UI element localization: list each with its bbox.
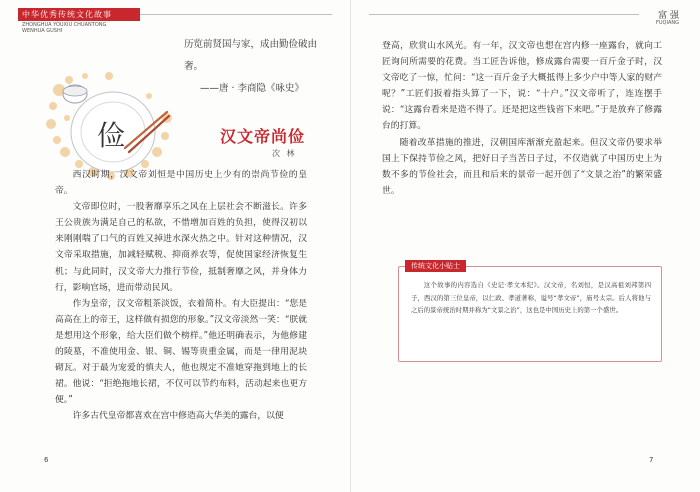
- epigraph-source: ——唐 · 李商隐《咏史》: [199, 83, 304, 94]
- knowledge-tip-tag: 传统文化小贴士: [405, 260, 466, 272]
- article-title: 汉文帝尚俭: [220, 127, 306, 146]
- epigraph-text: 历览前贤国与家，成由勤俭破由奢。: [184, 39, 318, 72]
- plate-character: 俭: [97, 119, 126, 152]
- paragraph: 西汉时期，汉文帝刘恒是中国历史上少有的崇尚节俭的皇帝。: [55, 170, 307, 197]
- article-author: 次 林: [272, 149, 297, 158]
- knowledge-tip-text: 这个故事的内容选自《史记·孝文本纪》。汉文帝，名刘恒，是汉高祖刘邦第四子，西汉的第三位皇帝，以仁政、孝道著称，谥号“孝文帝”，庙号太宗。后人将他与之后的景帝统治时期并称为“文景之治”，这也是中国历史上的第一个盛世。: [411, 281, 651, 314]
- page-number-left: 6: [44, 456, 49, 464]
- header-rule: [140, 14, 332, 15]
- series-pinyin: [22, 22, 106, 34]
- right-body-text: [382, 38, 662, 199]
- paragraph: 随着改革措施的推进，汉朝国库渐渐充盈起来。但汉文帝仍要求举国上下保持节俭之风，把好日子当苦日子过，不仅造就了中国历史上为数不多的节俭社会，而且和后来的景帝一起开创了“文景之治”的繁荣盛世。: [382, 137, 662, 196]
- paragraph: 登高，欣赏山水风光。有一年，汉文帝也想在宫内修一座露台，就向工匠询问所需要的花费。当工匠告诉他，修成露台需要一百斤金子时，汉文帝吃了一惊，忙问：“这一百斤金子大概抵得上多少户中等人家的财产呢？”工匠们扳着指头算了一下，说：“十户。”汉文帝听了，连连摆手说：“这露台看来是造不得了。还是把这些钱省下来吧。”于是放弃了修露台的打算。: [382, 41, 662, 132]
- knowledge-tip-box: [398, 262, 662, 362]
- series-pinyin-line-1: ZHONGHUA YOUXIU CHUANTONG: [22, 22, 107, 28]
- plate-illustration: [45, 72, 175, 182]
- paragraph: 许多古代皇帝都喜欢在宫中修造高大华美的露台，以便: [72, 411, 284, 422]
- left-body-text: [55, 167, 307, 425]
- chapter-pinyin: FUQIANG: [656, 20, 679, 26]
- page-number-right: 7: [649, 456, 654, 464]
- series-title-banner: 中华优秀传统文化故事: [18, 8, 140, 21]
- paragraph: 文帝即位时，一股奢靡享乐之风在上层社会不断滋长。许多王公贵族为满足自己的私欲，不惜增加百姓的负担，使得汉初以来刚刚喘了口气的百姓又掉进水深火热之中。针对这种情况，汉文帝采取措施，加减轻赋税、抑商养农等，促使国家经济恢复生机；与此同时，汉文帝大力推行节俭，抵制奢靡之风，并身体力行，影响官场，进而带动民风。: [55, 202, 307, 293]
- series-pinyin-line-2: WENHUA GUSHI: [22, 28, 63, 34]
- header-rule: [369, 14, 639, 15]
- paragraph: 作为皇帝，汉文帝粗茶淡饭，衣着简朴。有大臣提出：“您是高高在上的帝王，这样做有损您的形象。”汉文帝淡然一笑：“朕就是想用这个形象，给大臣们做个榜样。”他还明确表示，为他修建的陵墓，不准使用金、银、铜、锡等贵重金属，而是一律用泥块砌瓦。对于最为宠爱的慎夫人，他也规定不准她穿拖到地上的长裙。他说：“拒绝拖地长裙，不仅可以节约布料，活动起来也更方便。”: [55, 298, 307, 406]
- chapter-title: 富 强: [658, 11, 679, 21]
- epigraph: [184, 34, 334, 100]
